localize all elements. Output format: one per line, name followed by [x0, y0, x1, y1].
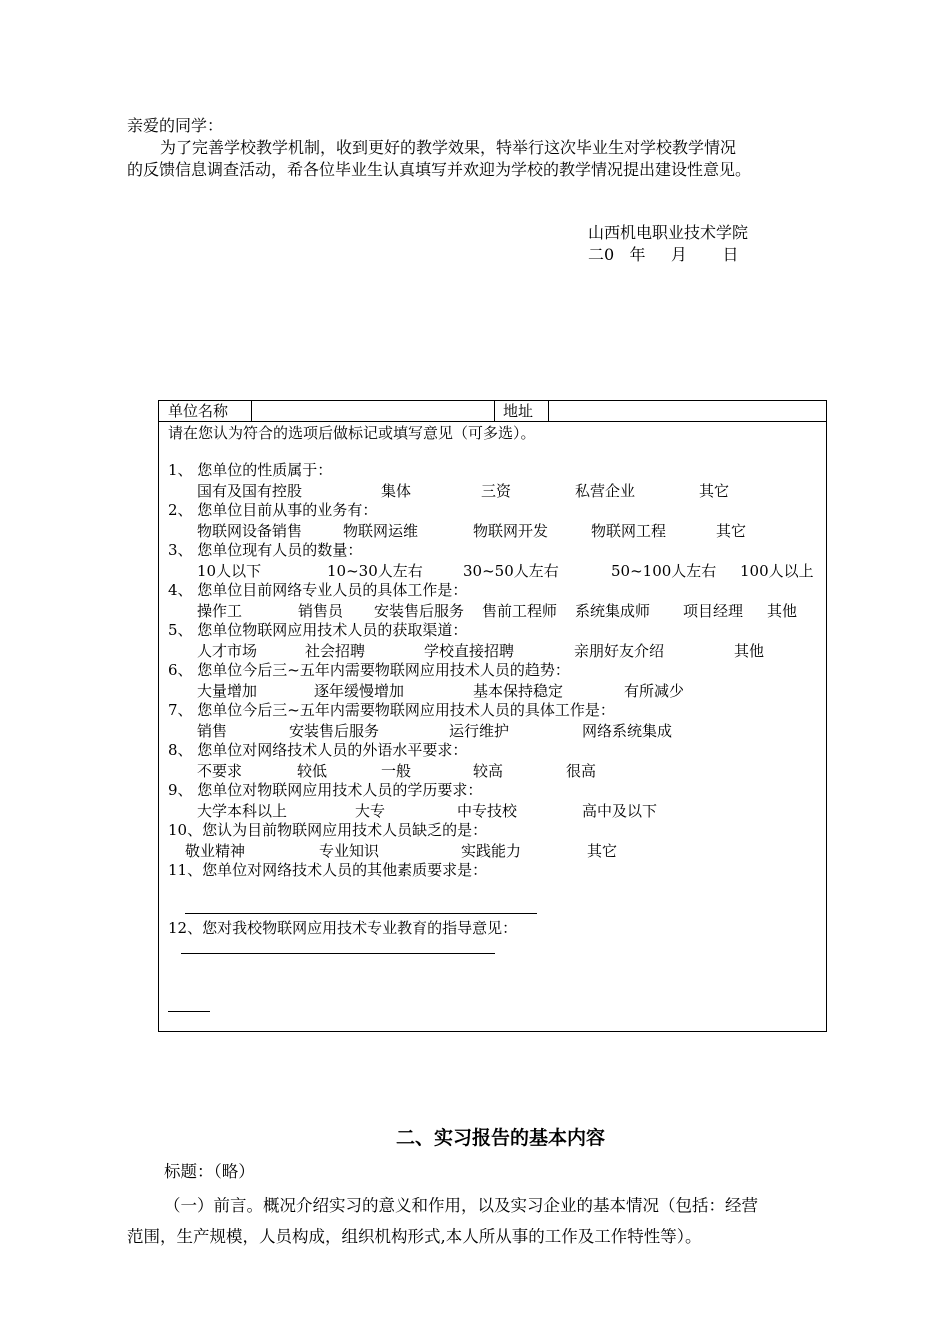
option[interactable]: 安装售后服务	[289, 722, 380, 740]
option[interactable]: 销售	[197, 722, 228, 740]
option[interactable]: 三资	[481, 482, 512, 500]
option[interactable]: 国有及国有控股	[197, 482, 303, 500]
intro-line-1: 为了完善学校教学机制，收到更好的教学效果，特举行这次毕业生对学校教学情况	[160, 138, 737, 157]
greeting: 亲爱的同学：	[127, 116, 224, 135]
intro-line-2: 的反馈信息调查活动，希各位毕业生认真填写并欢迎为学校的教学情况提出建设性意见。	[127, 160, 752, 179]
option[interactable]: 高中及以下	[582, 802, 658, 820]
option[interactable]: 学校直接招聘	[424, 642, 515, 660]
question-2: 2、 您单位目前从事的业务有：	[168, 501, 378, 519]
question-7: 7、 您单位今后三~五年内需要物联网应用技术人员的具体工作是：	[168, 701, 615, 719]
option[interactable]: 物联网开发	[473, 522, 549, 540]
header-divider	[159, 421, 826, 422]
option[interactable]: 大专	[355, 802, 386, 820]
option[interactable]: 安装售后服务	[374, 602, 465, 620]
option[interactable]: 专业知识	[319, 842, 380, 860]
cell-divider	[494, 401, 495, 421]
option[interactable]: 逐年缓慢增加	[314, 682, 405, 700]
option[interactable]: 较高	[473, 762, 504, 780]
option[interactable]: 集体	[381, 482, 412, 500]
option[interactable]: 其他	[767, 602, 798, 620]
section-para-line-1: （一）前言。概况介绍实习的意义和作用，以及实习企业的基本情况（包括：经营	[164, 1196, 758, 1215]
option[interactable]: 中专技校	[457, 802, 518, 820]
option[interactable]: 运行维护	[449, 722, 510, 740]
question-12: 12、您对我校物联网应用技术专业教育的指导意见：	[168, 919, 518, 937]
option[interactable]: 社会招聘	[305, 642, 366, 660]
section-heading: 二、实习报告的基本内容	[396, 1127, 606, 1149]
option[interactable]: 售前工程师	[482, 602, 558, 620]
option[interactable]: 基本保持稳定	[473, 682, 564, 700]
question-6: 6、 您单位今后三~五年内需要物联网应用技术人员的趋势：	[168, 661, 570, 679]
option[interactable]: 其它	[699, 482, 730, 500]
option[interactable]: 操作工	[197, 602, 243, 620]
option[interactable]: 有所减少	[624, 682, 685, 700]
option[interactable]: 10~30人左右	[327, 562, 423, 580]
option[interactable]: 10人以下	[197, 562, 262, 580]
option[interactable]: 实践能力	[461, 842, 522, 860]
option[interactable]: 其它	[716, 522, 747, 540]
signature-date: 二0 年 月 日	[588, 245, 739, 264]
survey-form	[158, 400, 827, 1032]
option[interactable]: 其它	[587, 842, 618, 860]
instruction-text: 请在您认为符合的选项后做标记或填写意见（可多选）。	[168, 424, 536, 442]
option[interactable]: 项目经理	[683, 602, 744, 620]
signature-org: 山西机电职业技术学院	[588, 223, 749, 242]
option[interactable]: 大量增加	[197, 682, 258, 700]
option[interactable]: 100人以上	[740, 562, 814, 580]
option[interactable]: 30~50人左右	[463, 562, 559, 580]
option[interactable]: 网络系统集成	[582, 722, 673, 740]
option[interactable]: 敬业精神	[185, 842, 246, 860]
answer-line-11[interactable]	[185, 913, 537, 914]
answer-line-12-extra[interactable]	[168, 1011, 210, 1012]
question-3: 3、 您单位现有人员的数量：	[168, 541, 363, 559]
option[interactable]: 人才市场	[197, 642, 258, 660]
option[interactable]: 很高	[566, 762, 597, 780]
unit-name-label: 单位名称	[168, 402, 229, 420]
option[interactable]: 物联网设备销售	[197, 522, 303, 540]
section-para-line-2: 范围，生产规模，人员构成，组织机构形式,本人所从事的工作及工作特性等）。	[127, 1227, 702, 1246]
section-subtitle: 标题：（略）	[164, 1162, 255, 1181]
option[interactable]: 其他	[734, 642, 765, 660]
option[interactable]: 私营企业	[575, 482, 636, 500]
option[interactable]: 一般	[381, 762, 412, 780]
option[interactable]: 大学本科以上	[197, 802, 288, 820]
question-10: 10、您认为目前物联网应用技术人员缺乏的是：	[168, 821, 488, 839]
option[interactable]: 亲朋好友介绍	[574, 642, 665, 660]
question-5: 5、 您单位物联网应用技术人员的获取渠道：	[168, 621, 468, 639]
option[interactable]: 50~100人左右	[611, 562, 717, 580]
option[interactable]: 销售员	[298, 602, 344, 620]
question-1: 1、 您单位的性质属于：	[168, 461, 333, 479]
option[interactable]: 物联网工程	[591, 522, 667, 540]
option[interactable]: 系统集成师	[575, 602, 651, 620]
answer-line-12[interactable]	[181, 953, 495, 954]
question-4: 4、 您单位目前网络专业人员的具体工作是：	[168, 581, 468, 599]
option[interactable]: 物联网运维	[343, 522, 419, 540]
option[interactable]: 不要求	[197, 762, 243, 780]
address-field[interactable]	[549, 401, 826, 421]
unit-name-field[interactable]	[252, 401, 493, 421]
option[interactable]: 较低	[297, 762, 328, 780]
address-label: 地址	[503, 402, 534, 420]
question-11: 11、您单位对网络技术人员的其他素质要求是：	[168, 861, 488, 879]
question-8: 8、 您单位对网络技术人员的外语水平要求：	[168, 741, 468, 759]
question-9: 9、 您单位对物联网应用技术人员的学历要求：	[168, 781, 483, 799]
